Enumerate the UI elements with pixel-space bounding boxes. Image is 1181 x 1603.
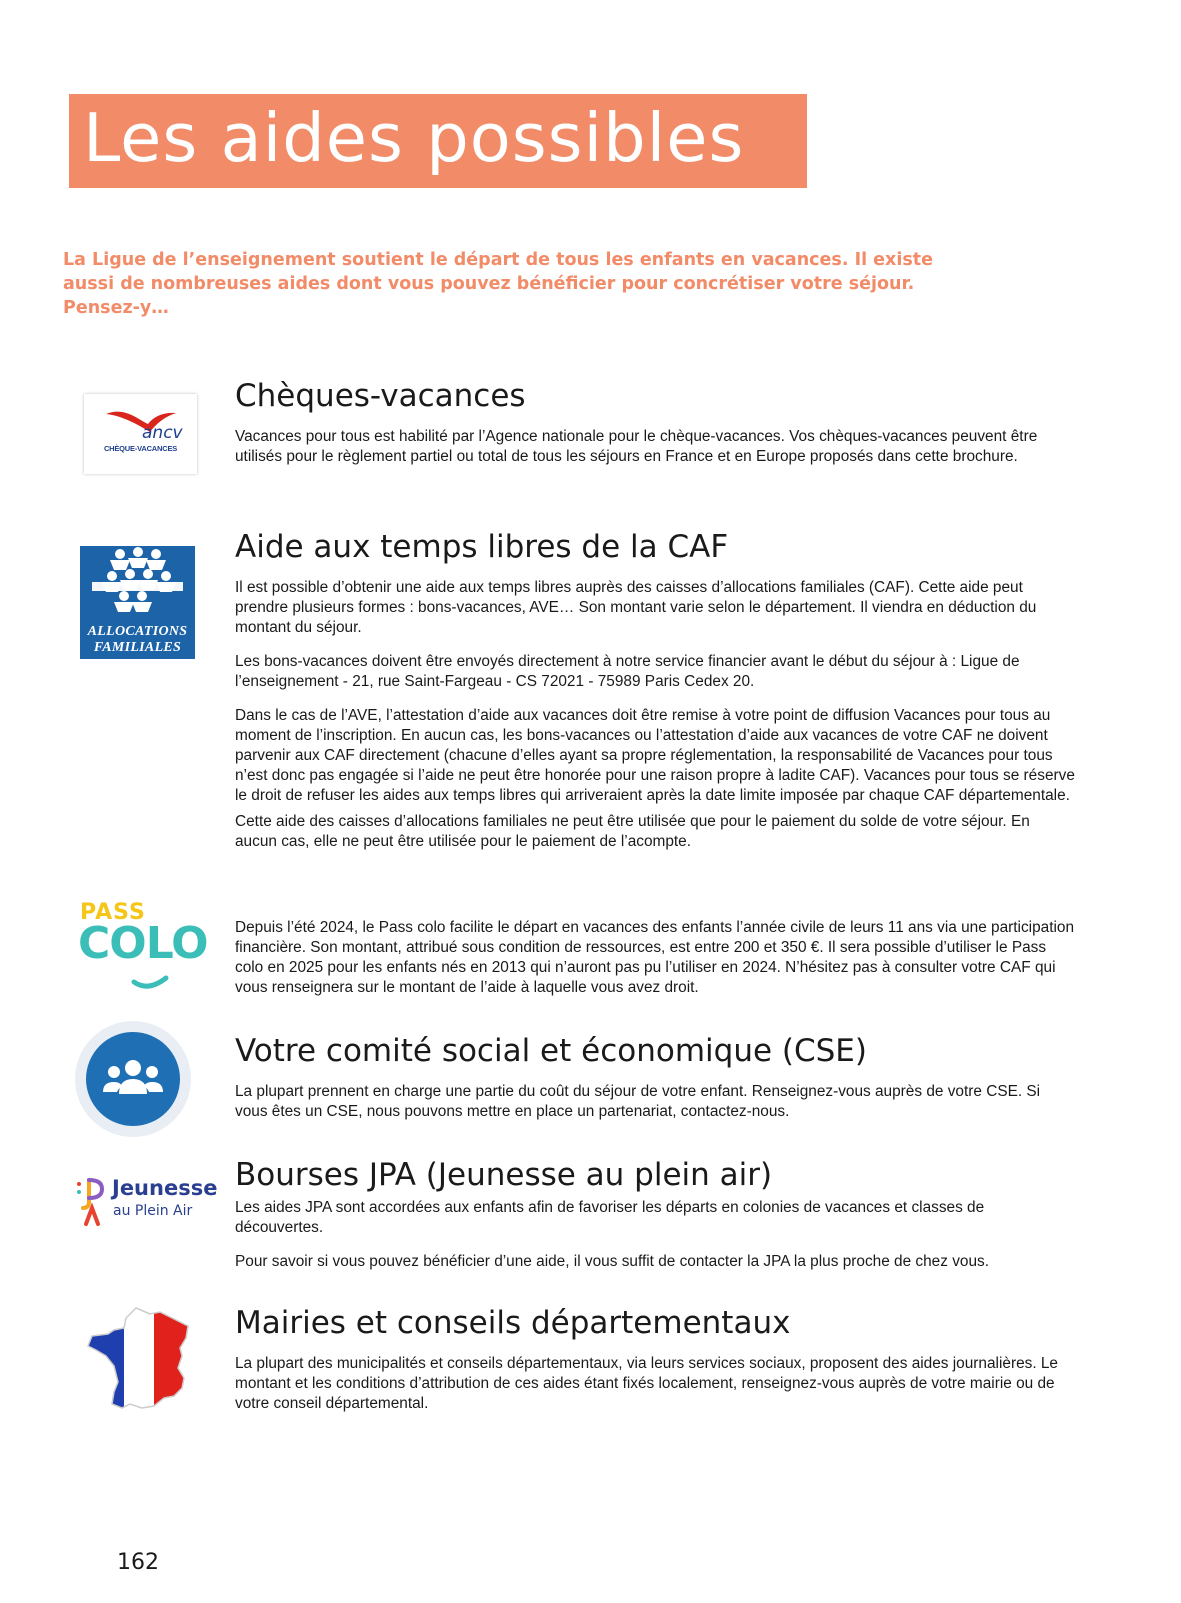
- section-heading: Mairies et conseils départementaux: [235, 1305, 791, 1341]
- page-title: Les aides possibles: [83, 99, 745, 177]
- section-paragraph: Vacances pour tous est habilité par l’Agence nationale pour le chèque-vacances. Vos chèques-vacances peuvent être utilisés pour le règlement partiel ou total de tous les séjours en France et en Europe proposés dans cette brochure.: [235, 428, 1038, 465]
- section-paragraph: La plupart prennent en charge une partie du coût du séjour de votre enfant. Renseignez-vous auprès de votre CSE. Si vous êtes un CSE, nous pouvons mettre en place un partenariat, contactez-nous.: [235, 1083, 1041, 1120]
- section-paragraph: Cette aide des caisses d’allocations familiales ne peut être utilisée que pour le paiement du solde de votre séjour. En aucun cas, elle ne peut être utilisée pour le paiement de l’acompte.: [235, 813, 1030, 850]
- section-heading: Chèques-vacances: [235, 378, 526, 414]
- section-mairies: [235, 1304, 1075, 1428]
- section-paragraph: Il est possible d’obtenir une aide aux temps libres auprès des caisses d’allocations familiales (CAF). Cette aide peut prendre plusieurs formes : bons-vacances, AVE… Son montant varie selon le département. Il viendra en déduction du montant du séjour.: [235, 579, 1037, 636]
- section-paragraph: La plupart des municipalités et conseils départementaux, via leurs services sociaux, proposent des aides journalières. Le montant et les conditions d’attribution de ces aides étant fixés localement, renseignez-vous auprès de votre mairie ou de votre conseil départemental.: [235, 1355, 1058, 1412]
- section-pass-colo: [235, 918, 1075, 1012]
- pass-colo-line2: COLO: [78, 918, 208, 969]
- section-cheques-vacances: [235, 377, 1075, 481]
- jpa-logo: [76, 1176, 218, 1228]
- cse-logo: [75, 1021, 191, 1137]
- pass-colo-line1: PASS: [80, 900, 146, 925]
- smile-icon: [78, 900, 193, 995]
- section-cse: [235, 1032, 1075, 1136]
- jpa-logo-line2: au Plein Air: [113, 1203, 193, 1219]
- intro-text: La Ligue de l’enseignement soutient le départ de tous les enfants en vacances. Il existe aussi de nombreuses aides dont vous pouvez bénéficier pour concrétiser votre séjour. Pensez-y…: [63, 250, 933, 318]
- ancv-brand: ancv: [142, 423, 183, 443]
- jpa-logo-line1: Jeunesse: [112, 1176, 218, 1200]
- france-flag-map-icon: [84, 1304, 199, 1419]
- ancv-logo: [84, 394, 197, 474]
- ancv-caption: CHÈQUE-VACANCES: [103, 444, 178, 453]
- section-jpa: [235, 1156, 1075, 1286]
- cse-logo-circle: [86, 1032, 180, 1126]
- caf-figures-icon: [80, 546, 195, 616]
- jpa-mark-icon: [76, 1176, 110, 1228]
- section-paragraph: Pour savoir si vous pouvez bénéficier d’une aide, il vous suffit de contacter la JPA la plus proche de chez vous.: [235, 1253, 989, 1270]
- section-heading: Votre comité social et économique (CSE): [235, 1033, 867, 1069]
- section-paragraph: Les aides JPA sont accordées aux enfants afin de favoriser les départs en colonies de vacances et classes de découvertes.: [235, 1199, 985, 1236]
- section-heading: Bourses JPA (Jeunesse au plein air): [235, 1157, 773, 1193]
- caf-logo: [80, 546, 195, 659]
- section-caf: [235, 528, 1075, 866]
- section-paragraph: Dans le cas de l’AVE, l’attestation d’aide aux vacances doit être remise à votre point de diffusion Vacances pour tous au moment de l’inscription. En aucun cas, les bons-vacances ou l’attestation d’aide aux vacances de votre CAF ne doivent parvenir aux CAF directement (chacune d’elles ayant sa propre réglementation, la responsabilité de Vacances pour tous n’est donc pas engagée si l’aide ne peut être honorée pour une raison propre à ladite CAF). Vacances pour tous se réserve le droit de refuser les aides aux temps libres qui arriveraient après la date limite imposée par chaque CAF départementale.: [235, 707, 1075, 804]
- group-icon: [86, 1032, 180, 1126]
- section-paragraph: Depuis l’été 2024, le Pass colo facilite le départ en vacances des enfants l’année civile de leurs 11 ans via une participation financière. Son montant, attribué sous condition de ressources, est entre 200 et 350 €. Il sera possible d’utiliser le Pass colo en 2025 pour les enfants nés en 2013 qui n’auront pas pu l’utiliser en 2024. N’hésitez pas à consulter votre CAF qui vous renseignera sur le montant de l’aide à laquelle vous avez droit.: [235, 919, 1075, 996]
- caf-logo-line2: FAMILIALES: [93, 640, 182, 655]
- caf-logo-line1: ALLOCATIONS: [87, 624, 188, 639]
- section-heading: Aide aux temps libres de la CAF: [235, 529, 729, 565]
- section-paragraph: Les bons-vacances doivent être envoyés directement à notre service financier avant le début du séjour à : Ligue de l’enseignement - 21, rue Saint-Fargeau - CS 72021 - 75989 Paris Cedex 20.: [235, 653, 1020, 690]
- page-number: 162: [117, 1550, 159, 1575]
- title-banner: [69, 94, 807, 188]
- pass-colo-logo: [78, 900, 208, 995]
